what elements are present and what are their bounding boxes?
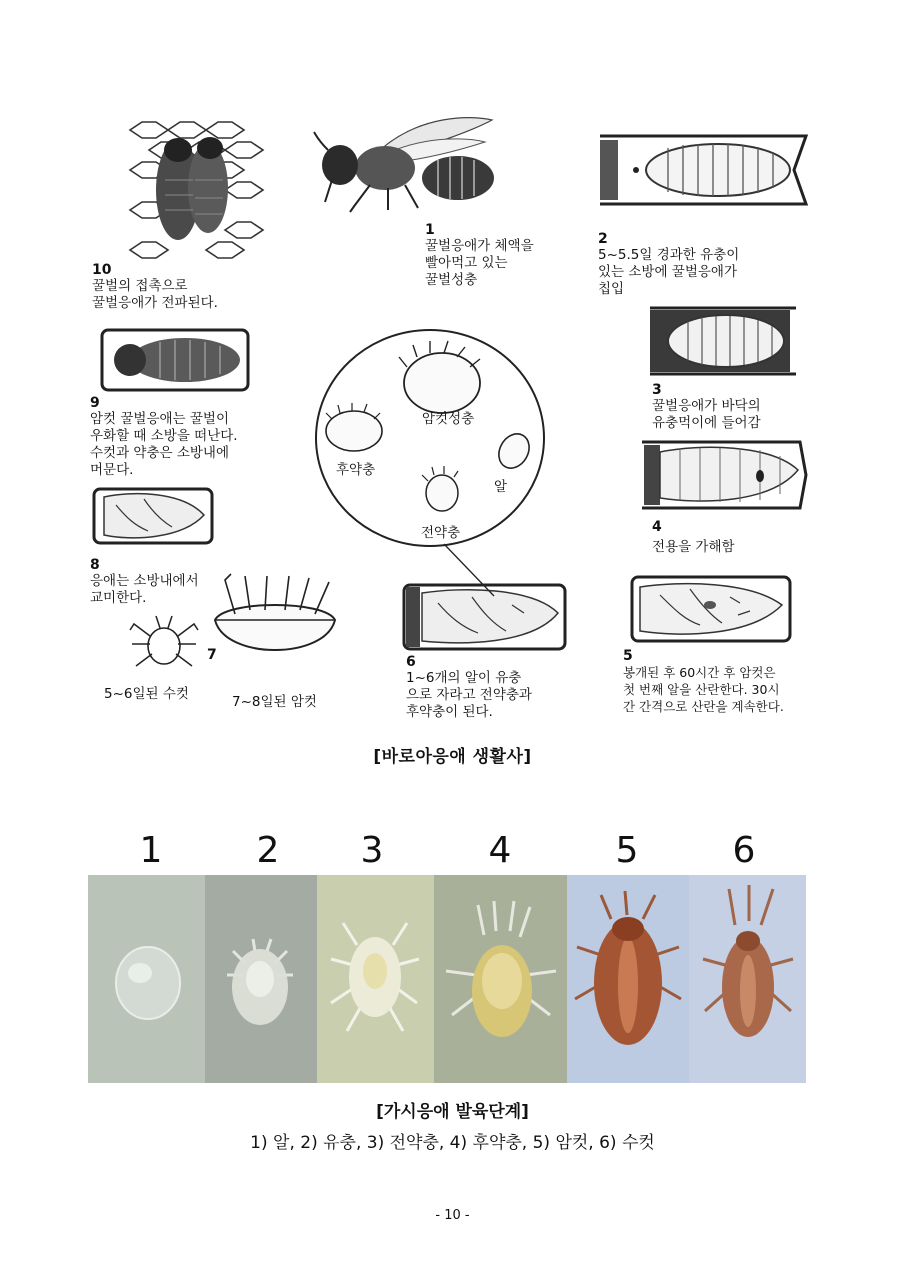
step-2-caption — [598, 231, 798, 298]
step-5-caption — [623, 648, 823, 715]
stage-photo-female — [567, 875, 689, 1083]
adult-female-label: 암컷성충 — [422, 411, 475, 427]
step-5-number: 5 — [623, 648, 633, 664]
stage-photo-egg — [88, 875, 205, 1083]
stage-photo-deutonymph — [434, 875, 567, 1083]
lifecycle-figure-title: [바로아응애 생활사] — [373, 747, 532, 767]
stage-number-3: 3 — [360, 830, 384, 871]
male-mite-illustration — [128, 612, 200, 674]
mite-stages-circle-illustration — [312, 327, 548, 549]
step-3-text: 꿀벌응애가 바닥의 유충먹이에 들어감 — [652, 398, 761, 431]
capped-cell-egg-laying-illustration — [630, 575, 792, 643]
step-1-text: 꿀벌응애가 체액을 빨아먹고 있는 꿀벌성충 — [425, 238, 534, 288]
page-number: - 10 - — [435, 1208, 470, 1223]
egg-label: 알 — [494, 479, 508, 495]
stage-number-1: 1 — [139, 830, 163, 871]
step-7-number-label — [207, 647, 217, 663]
step-1-caption — [425, 222, 565, 289]
step-6-caption — [406, 654, 576, 721]
step-1-number: 1 — [425, 222, 435, 238]
step-10-text: 꿀벌의 접촉으로 꿀벌응애가 전파된다. — [92, 278, 218, 311]
emerging-bee-cell-illustration — [100, 328, 250, 392]
development-figure-caption: 1) 알, 2) 유충, 3) 전약충, 4) 후약충, 5) 암컷, 6) 수컷 — [250, 1133, 655, 1153]
step-8-caption — [90, 557, 230, 607]
step-8-text: 응애는 소방내에서 교미한다. — [90, 573, 199, 606]
stage-number-6: 6 — [732, 830, 756, 871]
capped-cell-prepupa-illustration — [640, 440, 808, 510]
step-3-number: 3 — [652, 382, 662, 398]
step-10-number: 10 — [92, 262, 112, 278]
bees-on-honeycomb-illustration — [120, 110, 265, 260]
pointer-line — [440, 540, 500, 600]
step-2-number: 2 — [598, 231, 608, 247]
step-6-number: 6 — [406, 654, 416, 670]
step-7-text: 7~8일된 암컷 — [232, 694, 317, 710]
step-9-caption — [90, 395, 270, 479]
step-4-text: 전용을 가해함 — [652, 539, 735, 555]
step-9-number: 9 — [90, 395, 100, 411]
deutonymph-label: 후약충 — [336, 462, 376, 478]
step-5-text: 봉개된 후 60시간 후 암컷은 첫 번째 알을 산란한다. 30시 간 간격으로 산란을 계속한다. — [623, 665, 784, 714]
step-4-number: 4 — [652, 519, 662, 535]
development-photo-strip — [88, 875, 806, 1083]
step-7-number: 7 — [207, 647, 217, 663]
step-9-text: 암컷 꿀벌응애는 꿀벌이 우화할 때 소방을 떠난다. 수컷과 약충은 소방내에 머문다. — [90, 411, 238, 478]
step-8-number: 8 — [90, 557, 100, 573]
development-figure-title: [가시응애 발육단계] — [376, 1102, 529, 1122]
brood-cell-larva-illustration — [598, 134, 808, 206]
protonymph-label: 전약충 — [421, 525, 461, 541]
step-4-caption — [652, 519, 792, 556]
brood-cell-mite-entering-illustration — [648, 306, 798, 376]
stage-photo-protonymph — [317, 875, 434, 1083]
honey-bee-adult-illustration — [310, 110, 495, 215]
step-6-text: 1~6개의 알이 유충 으로 자라고 전약충과 후약충이 된다. — [406, 670, 532, 720]
mating-cell-illustration — [92, 487, 214, 545]
step-2-text: 5~5.5일 경과한 유충이 있는 소방에 꿀벌응애가 칩입 — [598, 247, 740, 297]
stage-number-5: 5 — [615, 830, 639, 871]
step-3-caption — [652, 382, 812, 432]
stage-photo-male — [689, 875, 806, 1083]
male-mite-label: 5~6일된 수컷 — [104, 686, 189, 702]
step-10-caption — [92, 262, 262, 312]
stage-number-2: 2 — [256, 830, 280, 871]
stage-photo-larva — [205, 875, 317, 1083]
stage-number-4: 4 — [488, 830, 512, 871]
